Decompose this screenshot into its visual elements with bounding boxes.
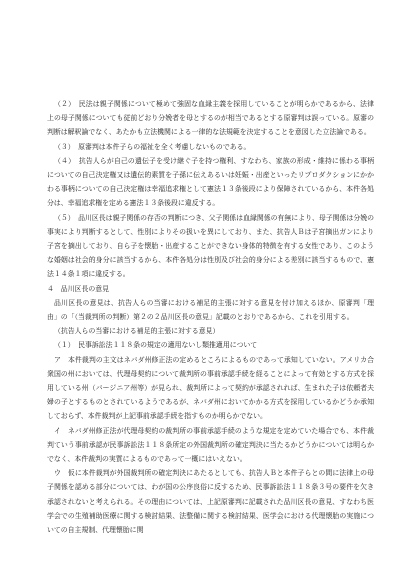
paragraph: イ ネバダ州修正法が代理母契約の裁判所の事前承認手続のような規定を定めていた場合でも、本件裁判ていう事前承認が民事訴訟法１１８条所定の外国裁判所の確定判決に当たるかどうかについては明らかでなく、本件裁判の実質によるものであって一概にはいえない。	[47, 426, 374, 464]
section-heading: ４ 品川区長の意見	[47, 284, 110, 293]
paragraph: （２） 民法は親子関係について極めて強固な血縁主義を採用していることが明らかであるから、法律上の母子関係についても従前どおり分娩者を母とするのが相当であるとする原審判は誤っている。原審の判断は解釈論でなく、あたかも立法機関による一律的な法規範を決定することを意図した立法論である。	[47, 100, 374, 137]
subsection-heading: （１） 民事訴訟法１１８条の規定の適用ないし類推適用について	[54, 341, 258, 350]
paragraph: （４） 抗告人らが自己の遺伝子を受け継ぐ子を持つ権利、すなわち、家族の形成・維持に係わる事柄についての自己決定権又は遺伝的素質を子孫に伝えあるいは妊娠・出産といったリプロダクションにかかわる事柄についての自己決定権は幸福追求権として憲法１３条後段により保障されているから、本件各処分は、幸福追求権を定める憲法１３条後段に違反する。	[47, 156, 374, 208]
paragraph: ア 本件裁判の主文はネバダ州修正法の定めるところによるものであって承知していない。アメリカ合衆国の州においては、代理母契約について裁判所の事前承認手続を経ることによって有効とする方式を採用している州（バージニア州等）が見られ、裁判所によって契約が承認されれば、生まれた子は依頼者夫婦の子とするものとされているようであるが、ネバダ州においてかかる方式を採用しているかどうか承知しておらず、本件裁判が上記事前承認手続を指すものか明らかでない。	[47, 355, 374, 421]
subsection-heading: （抗告人らの当審における補足的主張に対する意見）	[54, 327, 220, 336]
paragraph: 品川区長の意見は、抗告人らの当審における補足的主張に対する意見を付け加えるほか、原審判「理由」の「（当裁判所の判断）第２の２品川区長の意見」記載のとおりであるから、これを引用する。	[47, 298, 374, 322]
paragraph: （３） 原審判は本件子らの福祉を全く考慮しないものである。	[54, 142, 251, 151]
paragraph: ウ 仮に本件裁判が外国裁判所の確定判決にあたるとしても、抗告人Ｂと本件子らとの間に法律上の母子関係を認める部分については、わが国の公序良俗に反するため、民事訴訟法１１８条３号の要件を欠き承認されないと考えられる。その理由については、上記原審判に記載された品川区長の意見、すなわち医学会での生殖補助医療に関する検討結果、法整備に関する検討結果、医学会における代理懐胎の実施についての自主規制、代理懐胎に関	[47, 469, 374, 535]
paragraph: （５） 品川区長は親子関係の存否の判断につき、父子関係は血縁関係の有無により、母子関係は分娩の事実により判断するとして、性別によりその扱いを異にしており、また、抗告人Ｂは子宮摘出ガンにより子宮を摘出しており、自ら子を懐胎・出産することができない身体的特徴を有する女性であり、このような婚姻は社会的身分に該当するから、本件各処分は性別及び社会的身分による差別に該当するもので、憲法１４条１項に違反する。	[47, 213, 374, 279]
